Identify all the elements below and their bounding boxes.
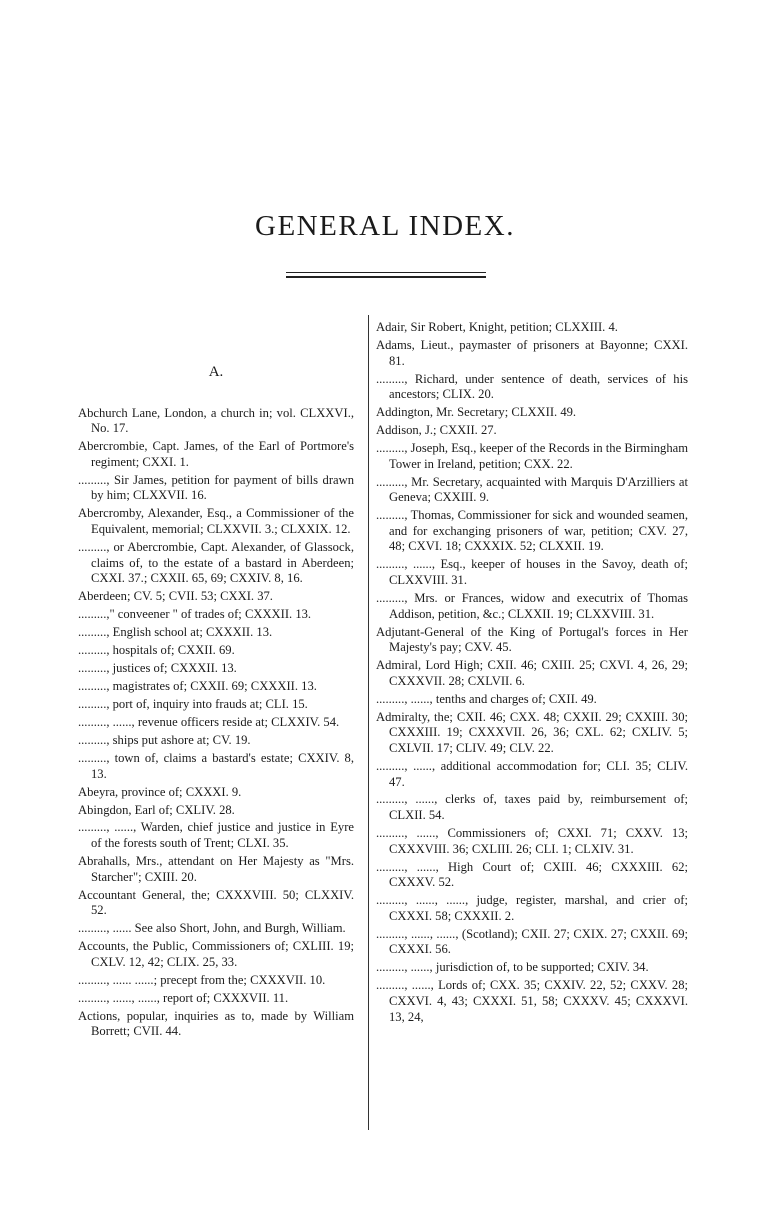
column-divider	[368, 315, 369, 1130]
index-entry: ........., hospitals of; CXXII. 69.	[78, 643, 235, 658]
section-letter: A.	[208, 364, 224, 380]
index-entry: Addington, Mr. Secretary; CLXXII. 49.	[376, 405, 577, 420]
index-entry: ........., Mrs. or Frances, widow and executrix of Thomas Addison, petition, &c.; CLXXII. 19; CLXXVIII. 31.	[376, 591, 688, 621]
index-entry: ........., ......, Lords of; CXX. 35; CXXIV. 22, 52; CXXV. 28; CXXVI. 4, 43; CXXXI. 51, 58; CXXXV. 45; CXXXVI. 13, 24,	[376, 978, 688, 1024]
index-entry: ........., magistrates of; CXXII. 69; CXXXII. 13.	[78, 679, 317, 693]
index-entry: ........., town of, claims a bastard's estate; CXXIV. 8, 13.	[78, 750, 354, 781]
right-entries	[376, 320, 688, 1025]
index-entry: ........., Richard, under sentence of death, services of his ancestors; CLIX. 20.	[376, 371, 688, 402]
index-entry: Abeyra, province of; CXXXI. 9.	[78, 784, 242, 799]
index-entry: ........., ......, revenue officers reside at; CLXXIV. 54.	[78, 714, 340, 729]
index-entry: ........., ......, Esq., keeper of houses in the Savoy, death of; CLXXVIII. 31.	[376, 557, 688, 588]
index-entry: ........., ......, High Court of; CXIII. 46; CXXXIII. 62; CXXXV. 52.	[376, 859, 688, 890]
index-entry: Abchurch Lane, London, a church in; vol. CLXXVI., No. 17.	[78, 405, 354, 436]
index-entry: ........., Sir James, petition for payment of bills drawn by him; CLXXVII. 16.	[78, 472, 354, 503]
index-entry: Adair, Sir Robert, Knight, petition; CLXXIII. 4.	[376, 320, 618, 334]
index-entry: Abercromby, Alexander, Esq., a Commissioner of the Equivalent, memorial; CLXXVII. 3.; CLXXIX. 12.	[78, 506, 354, 536]
title-rule-thin	[286, 272, 486, 273]
index-entry: ........., English school at; CXXXII. 13.	[78, 625, 273, 640]
index-entry: ........., ships put ashore at; CV. 19.	[78, 732, 251, 747]
index-entry: ........., port of, inquiry into frauds at; CLI. 15.	[78, 696, 308, 711]
index-entry: ........., ......, ......, judge, register, marshal, and crier of; CXXXI. 58; CXXXII. 2.	[376, 893, 688, 923]
index-entry: ........., ......, jurisdiction of, to be supported; CXIV. 34.	[376, 960, 649, 975]
index-entry: ........., ......, Commissioners of; CXXI. 71; CXXV. 13; CXXXVIII. 36; CXLIII. 26; CLI. 1; CLXIV. 31.	[376, 826, 688, 856]
index-entry: ........., ......, tenths and charges of; CXII. 49.	[376, 691, 597, 706]
index-entry: Adjutant-General of the King of Portugal's forces in Her Majesty's pay; CXV. 45.	[376, 624, 688, 655]
index-entry: ........., Thomas, Commissioner for sick and wounded seamen, and for exchanging prisoners of war, petition; CXV. 27, 48; CXVI. 18; CXXXIX. 52; CLXXII. 19.	[376, 508, 688, 554]
index-entry: ........., justices of; CXXXII. 13.	[78, 661, 237, 676]
index-entry: Abrahalls, Mrs., attendant on Her Majesty as "Mrs. Starcher"; CXIII. 20.	[78, 854, 354, 884]
index-entry: Abercrombie, Capt. James, of the Earl of Portmore's regiment; CXXI. 1.	[78, 439, 354, 469]
index-entry: Admiral, Lord High; CXII. 46; CXIII. 25; CXVI. 4, 26, 29; CXXXVII. 28; CXLVII. 6.	[376, 658, 688, 688]
index-entry: Accountant General, the; CXXXVIII. 50; CLXXIV. 52.	[78, 887, 354, 918]
title-rule-thick	[286, 276, 486, 278]
index-entry: ........., ......, clerks of, taxes paid by, reimbursement of; CLXII. 54.	[376, 792, 688, 823]
index-entry: Addison, J.; CXXII. 27.	[376, 423, 497, 438]
index-entry: ........., ...... See also Short, John, and Burgh, William.	[78, 921, 346, 936]
index-entry: ........., Mr. Secretary, acquainted with Marquis D'Arzilliers at Geneva; CXXIII. 9.	[376, 474, 688, 505]
index-entry: ........., ...... ......; precept from the; CXXXVII. 10.	[78, 972, 326, 987]
index-entry: .........," conveener " of trades of; CXXXII. 13.	[78, 607, 312, 622]
index-entry: ........., Joseph, Esq., keeper of the Records in the Birmingham Tower in Ireland, petition; CXX. 22.	[376, 441, 688, 471]
index-entry: Abingdon, Earl of; CXLIV. 28.	[78, 802, 235, 817]
page-title: GENERAL INDEX.	[255, 210, 515, 242]
index-entry: ........., ......, Warden, chief justice and justice in Eyre of the forests south of Trent; CLXI. 35.	[78, 820, 354, 851]
index-column-right	[376, 320, 688, 1028]
index-entry: Aberdeen; CV. 5; CVII. 53; CXXI. 37.	[78, 589, 273, 604]
index-entry: ........., ......, additional accommodation for; CLI. 35; CLIV. 47.	[376, 758, 688, 789]
index-entry: ........., or Abercrombie, Capt. Alexander, of Glassock, claims of, to the estate of a bastard in Aberdeen; CXXI. 37.; CXXII. 65, 69; CXXIV. 8, 16.	[78, 539, 354, 586]
index-entry: ........., ......, ......, (Scotland); CXII. 27; CXIX. 27; CXXII. 69; CXXXI. 56.	[376, 926, 688, 957]
index-entry: Adams, Lieut., paymaster of prisoners at Bayonne; CXXI. 81.	[376, 337, 688, 368]
index-entry: ........., ......, ......, report of; CXXXVII. 11.	[78, 990, 289, 1005]
left-entries	[78, 406, 354, 1040]
index-entry: Admiralty, the; CXII. 46; CXX. 48; CXXII. 29; CXXIII. 30; CXXXIII. 19; CXXXVII. 26, 36; CXL. 62; CXLIV. 5; CXLVII. 17; CLIV. 49; CLV. 22.	[376, 709, 688, 755]
index-column-left	[78, 320, 354, 1042]
index-entry: Accounts, the Public, Commissioners of; CXLIII. 19; CXLV. 12, 42; CLIX. 25, 33.	[78, 939, 354, 969]
index-entry: Actions, popular, inquiries as to, made by William Borrett; CVII. 44.	[78, 1008, 354, 1039]
